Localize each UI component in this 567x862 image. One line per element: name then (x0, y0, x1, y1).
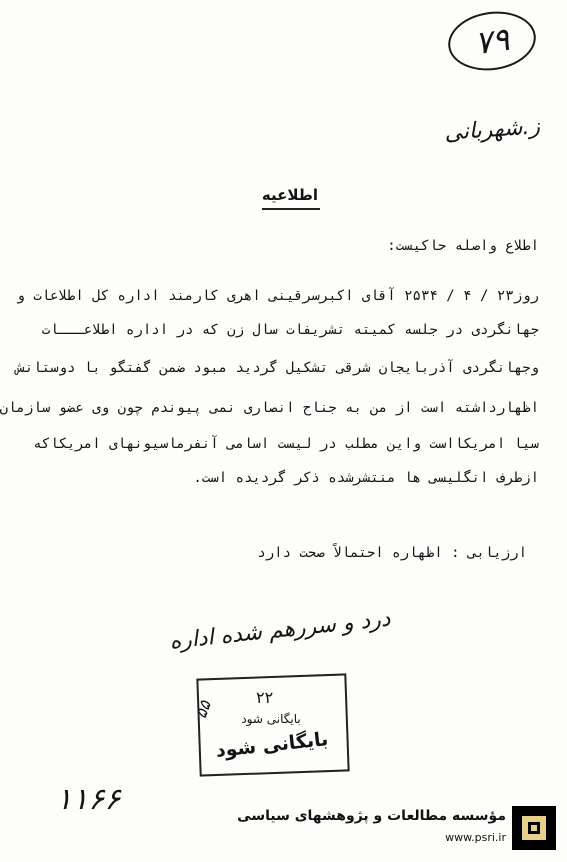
document-title: اطلاعیه (261, 186, 319, 204)
body-line-1: اطلاع واصله حاکیست: (387, 238, 539, 254)
watermark-url: www.psri.ir (445, 831, 506, 844)
psri-logo-icon (512, 806, 556, 850)
body-line-2: روز۲۳ / ۴ / ۲۵۳۴ آقای اکبرسرقینی اهری کارمند اداره کل اطلاعات و (16, 288, 539, 304)
stamp-title: بایگانی شود (214, 728, 330, 762)
body-line-7: ازطرف انگلیسی ها منتشرشده ذکر گردیده است. (193, 470, 539, 486)
evaluation-line: ارزیابی : اظهاره احتمالاً صحت دارد (257, 545, 527, 561)
title-underline (262, 208, 320, 210)
stamp-line: بایگانی شود (241, 712, 301, 726)
watermark-institute-name: مؤسسه مطالعات و پژوهشهای سیاسی (237, 808, 506, 824)
stamp-number: ۲۲ (256, 688, 274, 707)
body-line-4: وجهانگردی آذربایجان شرقی تشکیل گردید مبود ضمن گفتگو با دوستانش (16, 360, 539, 376)
handwritten-document-number: ۱۱۶۶ (56, 782, 121, 817)
logo-pattern (516, 810, 552, 846)
handwritten-note: درد و سررهم شده اداره (168, 606, 392, 655)
archive-stamp (198, 676, 348, 774)
circled-page-number: ۷۹ (444, 6, 539, 76)
body-line-5: اظهارداشته است از من به جناح انصاری نمی پیوندم چون وی عضو سازمان (0, 400, 539, 416)
handwritten-side-mark: ۵۵ (191, 698, 215, 721)
body-line-3: جهانگردی در جلسه کمیته تشریفات سال زن که در اداره اطلاعـــات (41, 322, 539, 338)
handwritten-header-note: ز.شهربانی (443, 114, 541, 146)
body-line-6: سیا امریکااست واین مطلب در لیست اسامی آنفرماسیونهای امریکاکه (33, 436, 539, 452)
